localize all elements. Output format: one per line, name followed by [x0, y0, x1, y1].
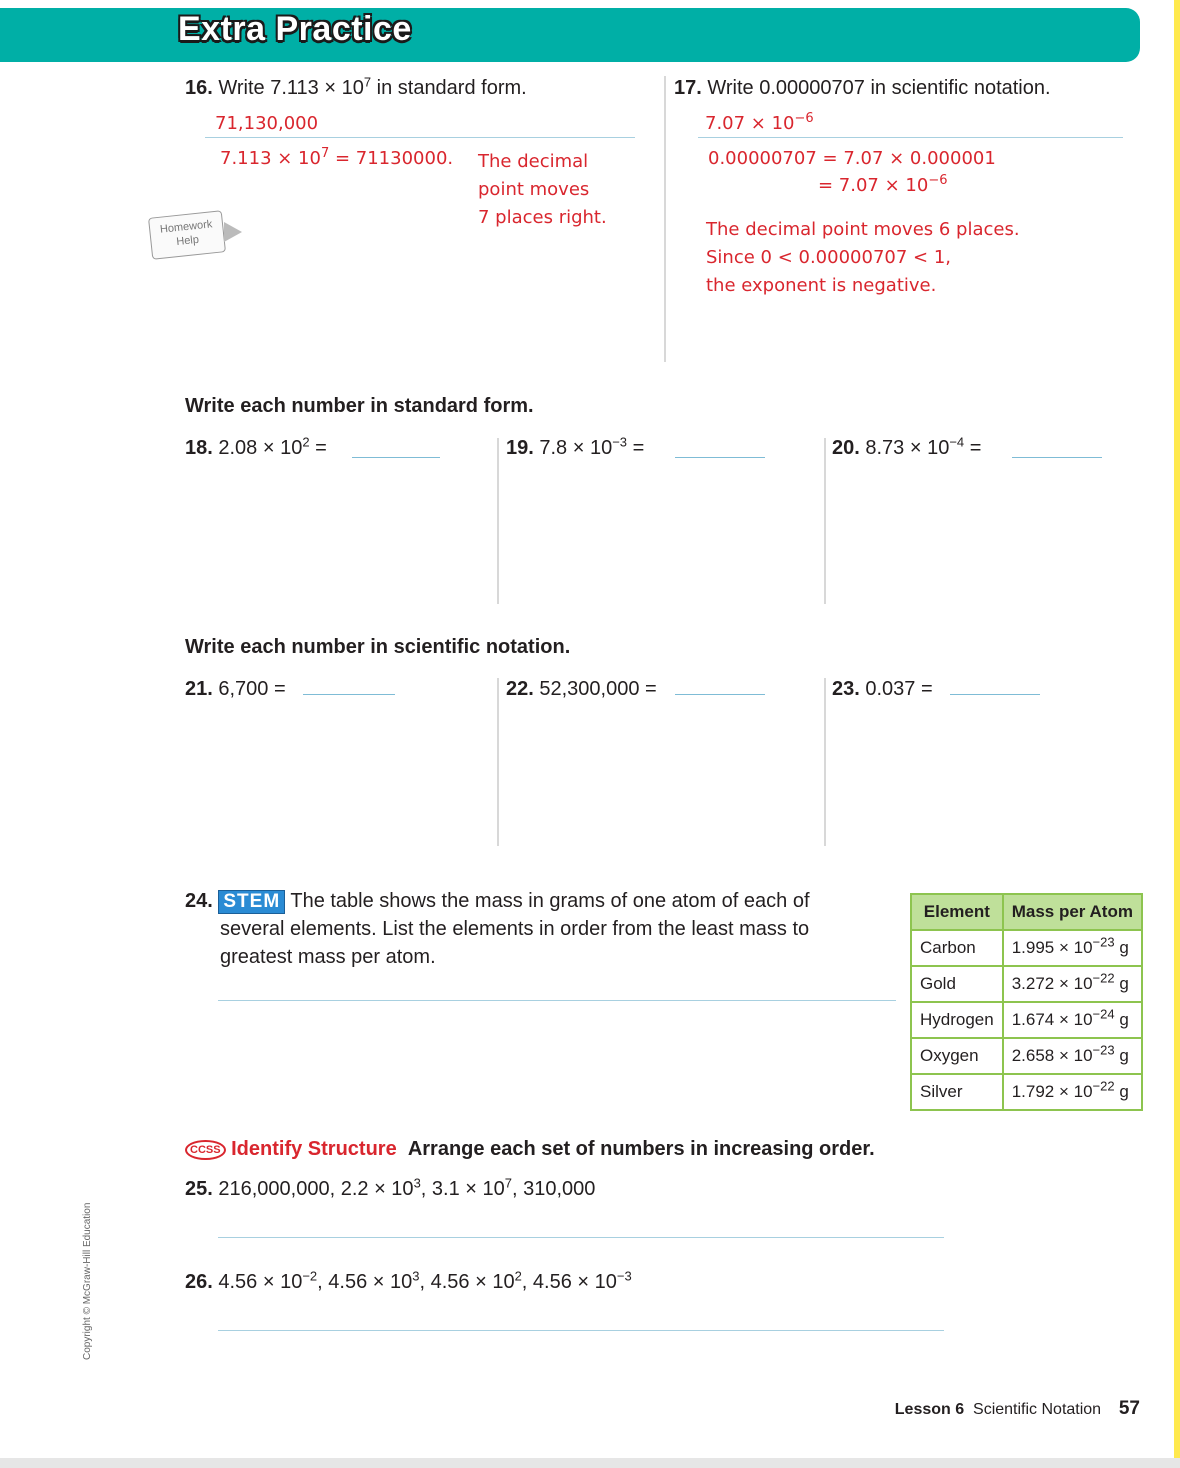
column-divider	[497, 678, 499, 846]
answer-blank-21[interactable]	[303, 694, 395, 695]
table-row: Oxygen $2.658 \times 10^{-23}$ g	[911, 1038, 1142, 1074]
work-17-line2: = $7.07 \times 10^{-6}$	[818, 173, 948, 196]
page-title: Extra Practice	[178, 10, 412, 48]
homework-help-tag[interactable]: Homework Help	[148, 210, 226, 260]
question-19: 19. $7.8 \times 10^{-3}$ =	[506, 434, 645, 459]
work-16: $7.113 \times 10^7 = 71130000$.	[220, 146, 454, 169]
question-23: 23. 0.037 =	[832, 678, 933, 700]
question-26: 26. $4.56 \times 10^{-2}$, $4.56 \times 10^3$, $4.56 \times 10^2$, $4.56 \times 10^{-3}$	[185, 1268, 632, 1293]
answer-17: $7.07 \times 10^{-6}$	[705, 111, 814, 134]
page-footer	[895, 1398, 1140, 1420]
mass-table-container	[910, 893, 1143, 1111]
question-16	[185, 74, 527, 100]
question-number: 17.	[674, 77, 702, 99]
practice-label: Identify Structure	[231, 1138, 397, 1160]
answer-line	[698, 137, 1123, 138]
stem-badge: STEM	[218, 890, 285, 914]
section-instruction: Arrange each set of numbers in increasing order.	[407, 1138, 875, 1160]
answer-blank-20[interactable]	[1012, 457, 1102, 458]
header-banner	[0, 8, 1140, 62]
column-divider	[664, 76, 666, 362]
page-edge	[1174, 0, 1180, 1468]
table-header-element: Element	[911, 894, 1003, 930]
question-20: 20. $8.73 \times 10^{-4}$ =	[832, 434, 982, 459]
section-heading-standard-form: Write each number in standard form.	[185, 395, 534, 417]
question-text: Write 0.00000707 in scientific notation.	[707, 77, 1051, 99]
exponent: 7	[363, 74, 372, 90]
note-16: The decimal point moves 7 places right.	[478, 151, 607, 228]
answer-blank-23[interactable]	[950, 694, 1040, 695]
copyright-text: Copyright © McGraw-Hill Education	[82, 1202, 93, 1360]
question-24: 24. STEM The table shows the mass in grams of one atom of each of several elements. List the elements in order from the least mass to greatest mass per atom.	[185, 890, 810, 968]
page-number: 57	[1118, 1398, 1140, 1419]
note-17: The decimal point moves 6 places. Since 0 < 0.00000707 < 1, the exponent is negative.	[706, 219, 1020, 296]
question-18: 18. $2.08 \times 10^2$ =	[185, 434, 327, 459]
answer-line-26[interactable]	[218, 1330, 944, 1331]
work-17-line1: 0.00000707 = 7.07 × 0.000001	[708, 148, 996, 169]
question-21: 21. 6,700 =	[185, 678, 286, 700]
question-22: 22. 52,300,000 =	[506, 678, 657, 700]
question-17	[674, 77, 1051, 100]
answer-blank-19[interactable]	[675, 457, 765, 458]
answer-16: 71,130,000	[215, 113, 319, 134]
answer-line	[205, 137, 635, 138]
column-divider	[824, 438, 826, 604]
table-row: Silver $1.792 \times 10^{-22}$ g	[911, 1074, 1142, 1110]
ccss-icon: CCSS	[185, 1140, 226, 1160]
section-heading-scientific-notation: Write each number in scientific notation.	[185, 636, 571, 658]
answer-line-25[interactable]	[218, 1237, 944, 1238]
lesson-topic: Scientific Notation	[973, 1401, 1102, 1418]
arrow-icon	[224, 222, 242, 242]
table-header-mass: Mass per Atom	[1003, 894, 1142, 930]
table-row: Gold $3.272 \times 10^{-22}$ g	[911, 966, 1142, 1002]
lesson-label: Lesson 6	[894, 1401, 965, 1418]
table-row: Carbon $1.995 \times 10^{-23}$ g	[911, 930, 1142, 966]
column-divider	[824, 678, 826, 846]
answer-blank-22[interactable]	[675, 694, 765, 695]
question-text: Write 7.113 × 10	[218, 77, 364, 99]
question-number: 16.	[185, 77, 213, 99]
question-text: in standard form.	[371, 77, 527, 99]
section-heading-increasing-order	[185, 1138, 875, 1161]
answer-line-24[interactable]	[218, 1000, 896, 1001]
table-row: Hydrogen $1.674 \times 10^{-24}$ g	[911, 1002, 1142, 1038]
column-divider	[497, 438, 499, 604]
question-25: 25. 216,000,000, $2.2 \times 10^3$, $3.1 \times 10^7$, 310,000	[185, 1175, 596, 1200]
mass-table	[910, 893, 1143, 1111]
answer-blank-18[interactable]	[352, 457, 440, 458]
bottom-band	[0, 1458, 1180, 1468]
